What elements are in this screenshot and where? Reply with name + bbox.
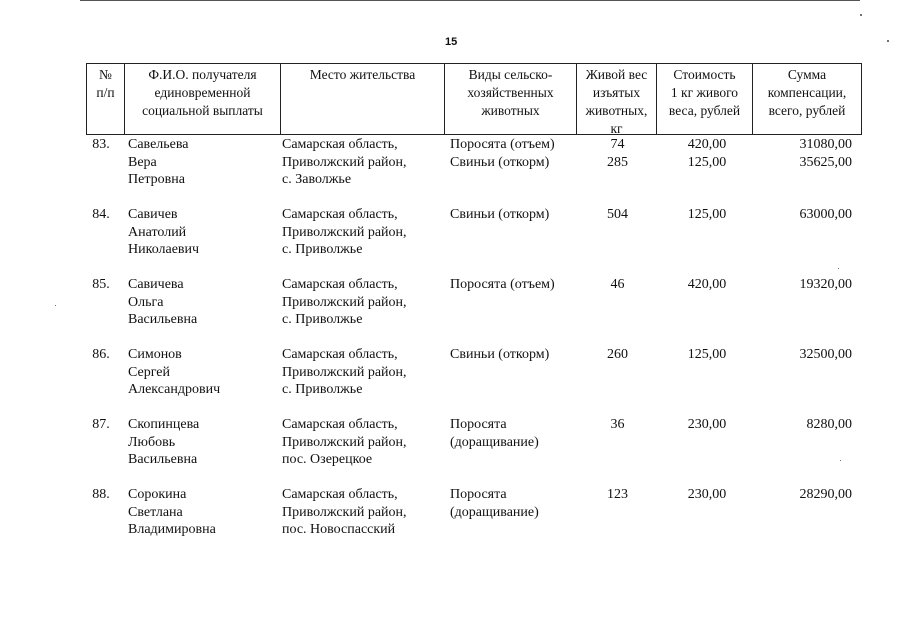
live-weight: 36 <box>610 417 625 432</box>
scan-speck <box>838 268 839 269</box>
animal-type: Свиньи (откорм) <box>450 207 550 222</box>
row-number: 85. <box>92 277 110 292</box>
header-sum: Сумма компенсации, всего, рублей <box>752 64 862 134</box>
residence: Самарская область, Приволжский район, с. Приволжье <box>282 347 407 397</box>
compensation-sum: 63000,00 <box>799 207 852 222</box>
header-weight: Живой вес изъятых животных, кг <box>576 64 656 134</box>
residence: Самарская область, Приволжский район, с. Заволжье <box>282 137 407 187</box>
recipient-name: Савельева Вера Петровна <box>128 137 189 187</box>
header-num: № п/п <box>86 64 124 134</box>
table-header <box>86 63 862 135</box>
compensation-sum: 31080,00 35625,00 <box>799 137 852 170</box>
recipient-name: Савичева Ольга Васильевна <box>128 277 198 327</box>
price-per-kg: 420,00 <box>687 277 727 292</box>
table-row <box>80 416 860 486</box>
table-row <box>80 136 860 206</box>
header-place: Место жительства <box>280 64 444 134</box>
table-row <box>80 346 860 416</box>
animal-type: Поросята (отъем) Свиньи (откорм) <box>450 137 555 170</box>
animal-type: Поросята (отъем) <box>450 277 555 292</box>
recipient-name: Сорокина Светлана Владимировна <box>128 487 216 537</box>
price-per-kg: 230,00 <box>687 487 727 502</box>
animal-type: Поросята (доращивание) <box>450 417 539 450</box>
scan-speck <box>840 460 841 461</box>
row-number: 86. <box>92 347 110 362</box>
live-weight: 46 <box>610 277 625 292</box>
header-price: Стоимость 1 кг живого веса, рублей <box>656 64 752 134</box>
scan-speck <box>55 305 56 306</box>
compensation-sum: 19320,00 <box>799 277 852 292</box>
residence: Самарская область, Приволжский район, пос. Озерецкое <box>282 417 407 467</box>
live-weight: 260 <box>607 347 628 362</box>
compensation-sum: 32500,00 <box>799 347 852 362</box>
residence: Самарская область, Приволжский район, с. Приволжье <box>282 207 407 257</box>
compensation-sum: 28290,00 <box>799 487 852 502</box>
price-per-kg: 230,00 <box>687 417 727 432</box>
row-number: 83. <box>92 137 110 152</box>
price-per-kg: 420,00 125,00 <box>687 137 727 170</box>
live-weight: 74 285 <box>607 137 628 170</box>
header-animals: Виды сельско- хозяйственных животных <box>444 64 576 134</box>
live-weight: 123 <box>607 487 628 502</box>
row-number: 84. <box>92 207 110 222</box>
price-per-kg: 125,00 <box>687 347 727 362</box>
animal-type: Поросята (доращивание) <box>450 487 539 520</box>
header-name: Ф.И.О. получателя единовременной социальной выплаты <box>124 64 280 134</box>
recipient-name: Савичев Анатолий Николаевич <box>128 207 200 257</box>
top-rule <box>80 0 860 1</box>
table-row <box>80 206 860 276</box>
table-row <box>80 276 860 346</box>
residence: Самарская область, Приволжский район, пос. Новоспасский <box>282 487 407 537</box>
residence: Самарская область, Приволжский район, с. Приволжье <box>282 277 407 327</box>
live-weight: 504 <box>607 207 628 222</box>
animal-type: Свиньи (откорм) <box>450 347 550 362</box>
table-row <box>80 486 860 556</box>
scan-speck <box>860 14 862 16</box>
price-per-kg: 125,00 <box>687 207 727 222</box>
compensation-sum: 8280,00 <box>806 417 852 432</box>
scan-speck <box>887 40 889 42</box>
row-number: 88. <box>92 487 110 502</box>
page-number: 15 <box>445 36 458 48</box>
recipient-name: Скопинцева Любовь Васильевна <box>128 417 200 467</box>
recipient-name: Симонов Сергей Александрович <box>128 347 221 397</box>
row-number: 87. <box>92 417 110 432</box>
